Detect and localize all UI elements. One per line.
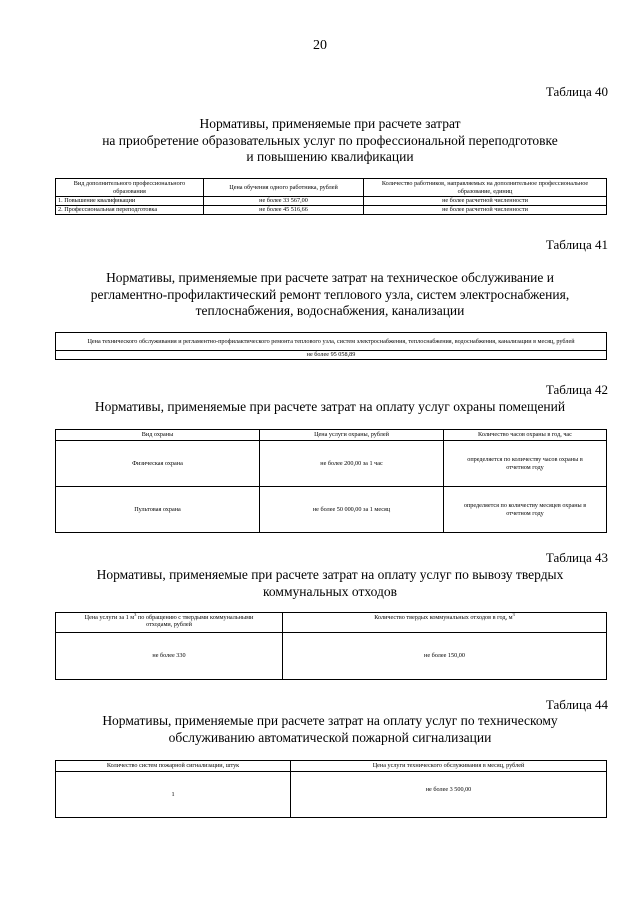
table-header-row (56, 761, 607, 772)
table-cell: Физическая охрана (56, 441, 260, 487)
title-line: теплоснабжения, водоснабжения, канализации (195, 303, 465, 318)
table-42-label: Таблица 42 (545, 382, 608, 397)
table-cell: 2. Профессиональная переподготовка (56, 206, 204, 215)
table-43-title (40, 567, 620, 600)
table-cell: не более 95 058,89 (56, 351, 607, 360)
table-cell: не более 50 000,00 за 1 месяц (260, 487, 444, 533)
table-cell: не более расчетной численности (364, 197, 607, 206)
table-header-row (56, 333, 607, 351)
header-cell: Цена услуги охраны, рублей (260, 430, 444, 441)
table-header-row (56, 179, 607, 197)
table-44-label: Таблица 44 (545, 697, 608, 712)
header-cell: Количество работников, направляемых на дополнительное профессиональное образование, единиц (364, 179, 607, 197)
header-cell: Количество систем пожарной сигнализации, штук (56, 761, 291, 772)
table-41-title (40, 270, 620, 320)
table-row (56, 206, 607, 215)
superscript: 3 (134, 612, 137, 617)
table-42-title: Нормативы, применяемые при расчете затрат на оплату услуг охраны помещений (94, 399, 566, 414)
table-41 (55, 332, 607, 360)
table-row (56, 351, 607, 360)
title-line: на приобретение образовательных услуг по профессиональной переподготовке (102, 132, 558, 148)
table-cell: Пультовая охрана (56, 487, 260, 533)
table-row (56, 441, 607, 487)
table-43-label: Таблица 43 (545, 550, 608, 565)
header-text: Количество твердых коммунальных отходов в год, м (374, 614, 513, 621)
table-row (56, 633, 607, 680)
table-40 (55, 178, 607, 215)
header-cell (56, 613, 283, 633)
table-41-label: Таблица 41 (545, 237, 608, 252)
title-line: Нормативы, применяемые при расчете затрат на оплату услуг по техническому (102, 713, 558, 728)
table-row (56, 487, 607, 533)
table-cell: не более 3 500,00 (291, 772, 607, 818)
table-cell: не более 200,00 за 1 час (260, 441, 444, 487)
table-44-title (40, 713, 620, 746)
header-cell: Вид охраны (56, 430, 260, 441)
title-line: и повышению квалификации (246, 149, 414, 164)
table-cell: не более 45 516,66 (204, 206, 364, 215)
title-line: коммунальных отходов (263, 583, 397, 599)
table-cell: 1 (56, 772, 291, 818)
header-cell: Цена технического обслуживания и регламентно-профилактического ремонта теплового узла, систем электроснабжения, теплоснабжения, водоснабжения, канализации в месяц, рублей (56, 333, 607, 351)
table-cell: не более 150,00 (283, 633, 607, 680)
header-cell (283, 613, 607, 633)
table-42 (55, 429, 607, 533)
table-row (56, 197, 607, 206)
table-cell: 1. Повышение квалификации (56, 197, 204, 206)
header-cell: Вид дополнительного профессионального образования (56, 179, 204, 197)
table-row (56, 772, 607, 818)
table-header-row (56, 613, 607, 633)
title-line: обслуживанию автоматической пожарной сигнализации (168, 729, 492, 745)
table-40-label: Таблица 40 (545, 84, 608, 99)
header-cell: Количество часов охраны в год, час (444, 430, 607, 441)
table-cell: определяется по количеству часов охраны в отчетном году (444, 441, 607, 487)
table-cell: не более 33 567,00 (204, 197, 364, 206)
header-text: по обращению с твердыми коммунальными отходами, рублей (136, 614, 254, 629)
title-line: Нормативы, применяемые при расчете затрат на оплату услуг по вывозу твердых (96, 567, 564, 582)
table-cell: определяется по количеству месяцев охраны в отчетном году (444, 487, 607, 533)
header-cell: Цена обучения одного работника, рублей (204, 179, 364, 197)
title-line: Нормативы, применяемые при расчете затрат (199, 116, 461, 131)
table-cell: не более расчетной численности (364, 206, 607, 215)
table-header-row (56, 430, 607, 441)
table-cell: не более 330 (56, 633, 283, 680)
superscript: 3 (512, 612, 515, 617)
header-text: Цена услуги за 1 м (84, 614, 135, 621)
title-line: регламентно-профилактический ремонт теплового узла, систем электроснабжения, (90, 286, 570, 302)
page-number: 20 (313, 38, 327, 53)
title-line: Нормативы, применяемые при расчете затрат на техническое обслуживание и (106, 270, 554, 285)
table-44 (55, 760, 607, 818)
table-43 (55, 612, 607, 680)
table-40-title (40, 116, 620, 166)
header-cell: Цена услуги технического обслуживания в месяц, рублей (291, 761, 607, 772)
